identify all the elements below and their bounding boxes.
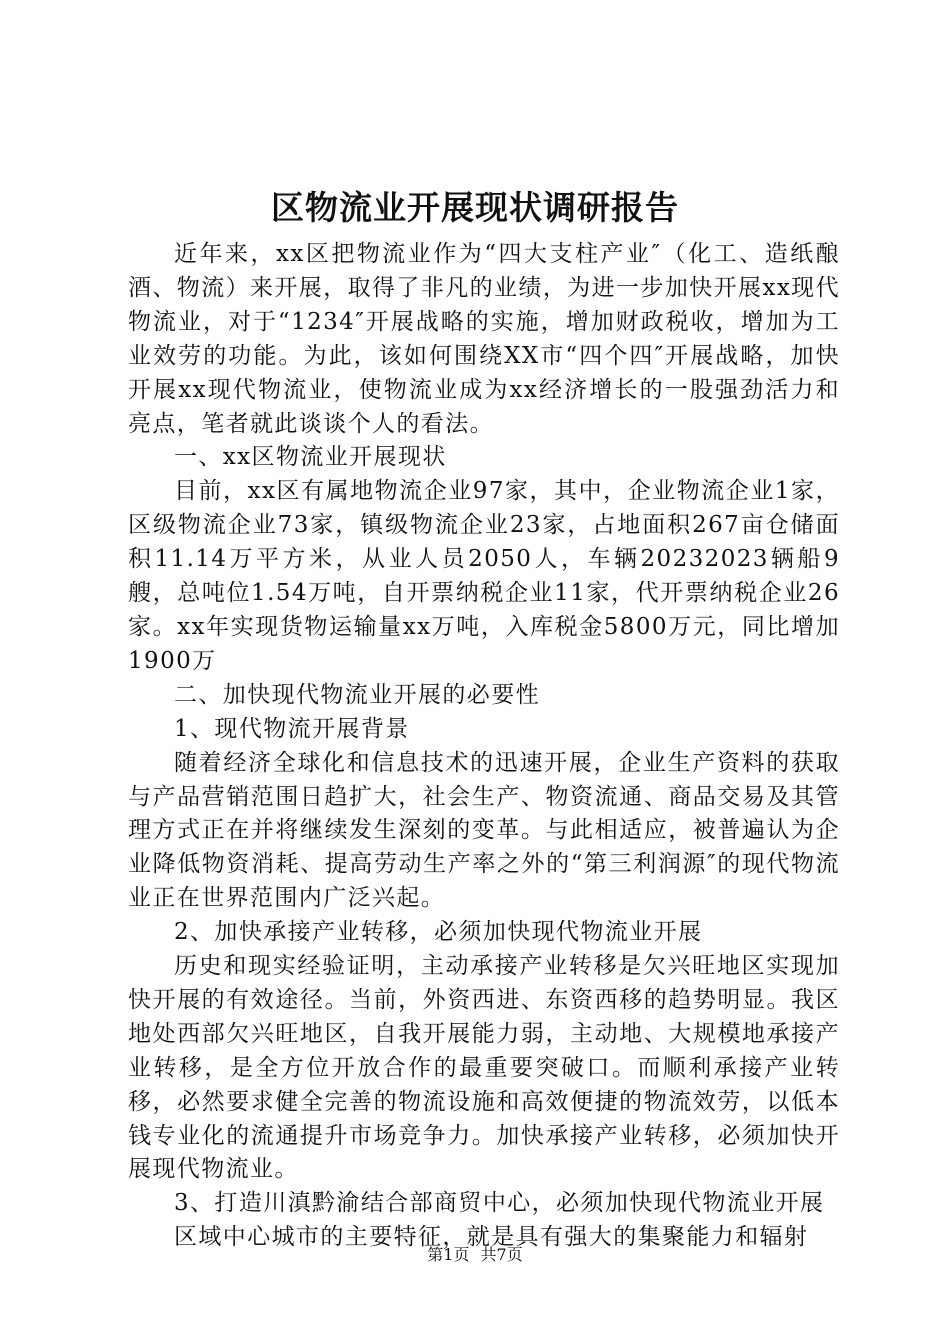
page-number-current: 第1页 [427, 1245, 470, 1264]
paragraph-regional-center: 区域中心城市的主要特征，就是具有强大的集聚能力和辐射 [174, 1224, 809, 1251]
section-heading-1: 一、xx区物流业开展现状 [174, 444, 447, 471]
document-body [128, 238, 840, 1255]
page-number-total: 共7页 [480, 1245, 523, 1264]
subsection-heading-3: 3、打造川滇黔渝结合部商贸中心，必须加快现代物流业开展 [174, 1190, 825, 1217]
paragraph-industry-transfer: 历史和现实经验证明，主动承接产业转移是欠兴旺地区实现加快开展的有效途径。当前，外资西进、东资西移的趋势明显。我区地处西部欠兴旺地区，自我开展能力弱，主动地、大规模地承接产业转移，是全方位开放合作的最重要突破口。而顺利承接产业转移，必然要求健全完善的物流设施和高效便捷的物流效劳，以低本钱专业化的流通提升市场竞争力。加快承接产业转移，必须加快开展现代物流业。 [128, 953, 840, 1183]
subsection-heading-2: 2、加快承接产业转移，必须加快现代物流业开展 [174, 919, 703, 946]
section-heading-2: 二、加快现代物流业开展的必要性 [174, 681, 540, 708]
paragraph-intro: 近年来，xx区把物流业作为“四大支柱产业″（化工、造纸酿酒、物流）来开展，取得了非凡的业绩，为进一步加快开展xx现代物流业，对于“1234″开展战略的实施，增加财政税收，增加为工业效劳的功能。为此，该如何围绕XX市“四个四″开展战略，加快开展xx现代物流业，使物流业成为xx经济增长的一股强劲活力和亮点，笔者就此谈谈个人的看法。 [128, 241, 840, 437]
paragraph-background: 随着经济全球化和信息技术的迅速开展，企业生产资料的获取与产品营销范围日趋扩大，社会生产、物资流通、商品交易及其管理方式正在并将继续发生深刻的变革。与此相适应，被普遍认为企业降低物资消耗、提高劳动生产率之外的“第三利润源″的现代物流业正在世界范围内广泛兴起。 [128, 749, 840, 912]
document-title: 区物流业开展现状调研报告 [271, 188, 679, 227]
subsection-heading-1: 1、现代物流开展背景 [174, 715, 410, 742]
paragraph-status: 目前，xx区有属地物流企业97家，其中，企业物流企业1家，区级物流企业73家，镇级物流企业23家，占地面积267亩仓储面积11.14万平方米，从业人员2050人，车辆20232023辆船9艘，总吨位1.54万吨，自开票纳税企业11家，代开票纳税企业26家。xx年实现货物运输量xx万吨，入库税金5800万元，同比增加1900万 [128, 478, 840, 674]
page-footer [0, 1244, 950, 1266]
